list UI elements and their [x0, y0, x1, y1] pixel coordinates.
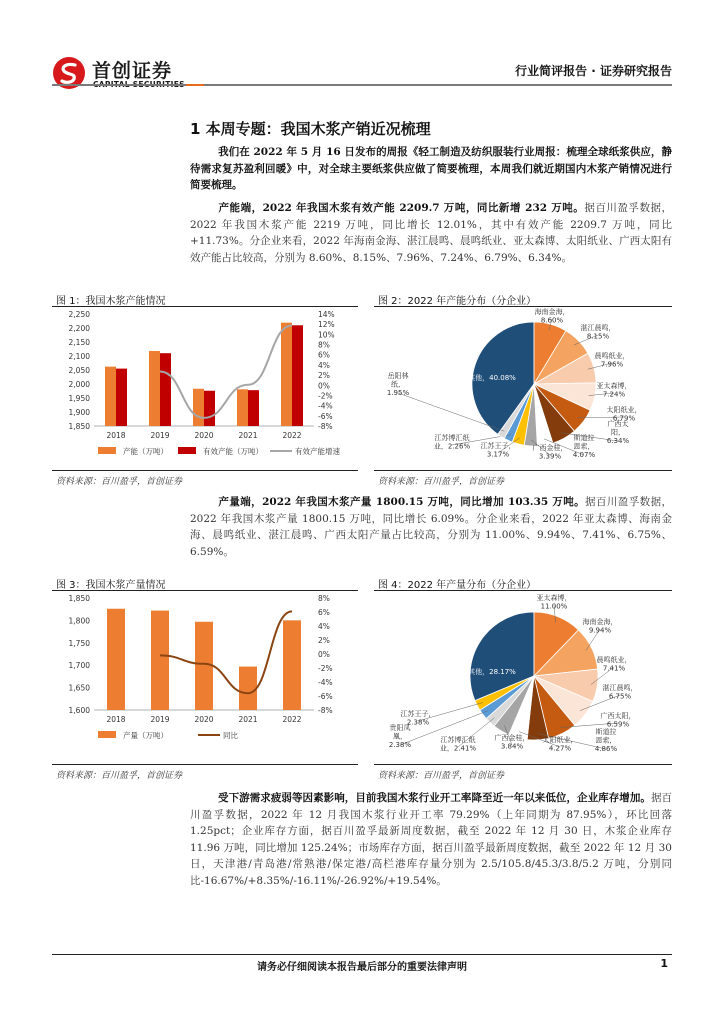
- y-right-tick-label: -4%: [318, 401, 333, 411]
- bar-产能（万吨）: [237, 389, 248, 426]
- y-right-tick-label: 10%: [318, 330, 335, 340]
- output-paragraph: [190, 494, 672, 560]
- pie-label-江苏博汇纸业: 江苏博汇纸业，2.26%: [433, 434, 471, 451]
- fig2-bottom-rule: [374, 470, 672, 471]
- section-title: 1 本周专题：我国木浆产销近况梳理: [190, 120, 431, 138]
- fig1-bottom-rule: [52, 470, 358, 471]
- y-left-tick-label: 1,750: [68, 638, 90, 648]
- pie-label-斯道拉恩索: 斯道拉恩索， 4.07%: [572, 434, 596, 459]
- capacity-body: 据百川盈孚数据，2022 年我国木浆产能 2219 万吨，同比增长 12.01%，其中有效产能 2209.7 万吨，同比+11.73%。分企业来看，2022 年海南金海、湛江晨鸣、晨鸣纸业、亚太森博、太阳纸业、广西太阳有效产能占比较高，分别为 8.60%、8.15%、7.96%、7.24%、6.79%、6.34%。: [190, 202, 673, 264]
- y-right-tick-label: 6%: [318, 350, 330, 360]
- pie-label-广西太阳: 广西太阳， 6.59%: [600, 712, 636, 729]
- fig3-source: 资料来源：百川盈孚，首创证券: [56, 771, 183, 781]
- y-left-tick-label: 1,700: [68, 661, 90, 671]
- y-left-tick-label: 1,950: [68, 394, 90, 403]
- legend-label: 有效产能增速: [295, 447, 340, 456]
- header-divider: [52, 84, 672, 86]
- y-left-tick-label: 2,100: [68, 352, 90, 361]
- legend-label: 产能（万吨）: [123, 447, 168, 456]
- pie-label-太阳纸业: 太阳纸业， 6.79%: [606, 406, 642, 423]
- x-tick-label: 2018: [106, 431, 126, 440]
- pie-label-广西金桂: 广西金桂， 3.84%: [494, 734, 530, 751]
- pie-label-江苏博汇纸业: 江苏博汇纸业，2.41%: [439, 736, 477, 753]
- demand-lead: 受下游需求疲弱等因素影响，目前我国木浆行业开工率降至近一年以来低位，企业库存增加。: [218, 792, 651, 804]
- y-right-tick-label: -6%: [318, 411, 333, 421]
- y-left-tick-label: 1,850: [68, 422, 90, 431]
- pie-label-江苏王子: 江苏王子， 3.17%: [480, 442, 516, 459]
- brand-name: 首创证券: [92, 60, 173, 82]
- y-right-tick-label: 4%: [318, 622, 330, 631]
- bar-有效产能（万吨）: [116, 369, 127, 426]
- legend-label: 有效产能（万吨）: [203, 447, 263, 456]
- y-right-tick-label: 0%: [318, 650, 330, 659]
- x-tick-label: 2021: [238, 715, 258, 724]
- pie-label-太阳纸业: 太阳纸业， 4.27%: [542, 736, 578, 753]
- y-left-tick-label: 2,250: [68, 310, 90, 319]
- x-tick-label: 2020: [194, 431, 214, 440]
- bar-产能（万吨）: [105, 367, 116, 426]
- pie-label-贵阳凤凰: 贵阳凤凰， 2.38%: [388, 724, 412, 749]
- x-tick-label: 2022: [282, 715, 302, 724]
- fig2-title: 图 2：2022 年产能分布（分企业）: [378, 296, 537, 307]
- x-tick-label: 2020: [194, 715, 214, 724]
- y-right-tick-label: 0%: [318, 381, 330, 391]
- pie-label-海南金海: 海南金海， 9.94%: [582, 618, 618, 635]
- y-left-tick-label: 1,850: [68, 594, 90, 603]
- x-tick-label: 2022: [282, 431, 302, 440]
- line-有效产能增速: [160, 326, 292, 418]
- demand-paragraph: [190, 790, 672, 889]
- pie-label-岳阳林纸: 岳阳林纸， 1.95%: [386, 372, 410, 397]
- pie-label-湛江晨鸣: 湛江晨鸣， 6.75%: [602, 684, 638, 701]
- report-type: 行业简评报告 · 证券研究报告: [515, 64, 672, 78]
- output-body: 据百川盈孚数据，2022 年我国木浆产量 1800.15 万吨，同比增长 6.09%。分企业来看，2022 年亚太森博、海南金海、晨鸣纸业、湛江晨鸣、广西太阳产量占比较高，分别为 11.00%、9.94%、7.41%、6.75%、6.59%。: [190, 496, 672, 558]
- y-left-tick-label: 1,900: [68, 408, 90, 417]
- intro-paragraph: [190, 144, 672, 194]
- fig3-bottom-rule: [52, 764, 358, 765]
- fig1-source: 资料来源：百川盈孚，首创证券: [56, 477, 183, 487]
- legend-label: 产量（万吨）: [123, 731, 168, 740]
- fig4-chart: [374, 592, 672, 760]
- bar-有效产能（万吨）: [292, 325, 303, 426]
- fig4-source: 资料来源：百川盈孚，首创证券: [378, 771, 505, 781]
- capacity-lead: 产能端，2022 年我国木浆有效产能 2209.7 万吨，同比新增 232 万吨。: [218, 202, 585, 214]
- bar-产量（万吨）: [239, 667, 257, 710]
- y-right-tick-label: -8%: [318, 706, 333, 715]
- footer-divider: [52, 954, 672, 955]
- bar-产量（万吨）: [151, 611, 169, 710]
- y-left-tick-label: 2,200: [68, 324, 90, 333]
- y-right-tick-label: 2%: [318, 636, 330, 645]
- pie-label-晨鸣纸业: 晨鸣纸业， 7.41%: [596, 656, 632, 673]
- y-right-tick-label: -2%: [318, 391, 333, 401]
- demand-body: 据百川盈孚数据，2022 年 12 月我国木浆行业开工率 79.29%（上年同期为 87.95%），环比回落 1.25pct；企业库存方面，据百川盈孚最新周度数据，截至 2022 年 12 月 30 日，木浆企业库存 11.96 万吨，同比增加 125.24%；市场库存方面，据百川盈孚最新周度数据，截至 2022 年 12 月 30 日，天津港/青岛港/常熟港/保定港/高栏港库存量分别为 2.5/105.8/45.3/3.8/5.2 万吨，分别同比-16.67%/+8.35%/-16.11%/-26.92%/+19.54%。: [190, 792, 673, 887]
- x-tick-label: 2019: [150, 715, 170, 724]
- bar-产量（万吨）: [283, 620, 301, 710]
- pie-label-广西太阳: 广西太阳， 6.34%: [606, 420, 630, 445]
- bar-产能（万吨）: [193, 389, 204, 426]
- pie-label-斯道拉恩索: 斯道拉恩索， 4.86%: [594, 728, 618, 753]
- pie-label-晨鸣纸业: 晨鸣纸业， 7.96%: [594, 352, 630, 369]
- y-right-tick-label: -8%: [318, 422, 333, 431]
- fig2-chart: [374, 308, 672, 468]
- fig3-title: 图 3：我国木浆产量情况: [56, 580, 166, 591]
- pie-label-海南金海: 海南金海， 8.60%: [534, 308, 570, 325]
- bar-产量（万吨）: [107, 609, 125, 710]
- y-right-tick-label: 2%: [318, 371, 330, 381]
- intro-text: 我们在 2022 年 5 月 16 日发布的周报《轻工制造及纺织服装行业周报：梳理全球纸浆供应，静待需求复苏盈利回暖》中，对全球主要纸浆供应做了简要梳理，本周我们就近期国内木浆产销情况进行简要梳理。: [190, 146, 672, 191]
- y-left-tick-label: 1,650: [68, 683, 90, 693]
- y-right-tick-label: 12%: [318, 320, 335, 330]
- bar-产能（万吨）: [149, 351, 160, 426]
- page-number: 1: [660, 957, 668, 970]
- fig4-title: 图 4：2022 年产量分布（分企业）: [378, 580, 537, 591]
- y-right-tick-label: 8%: [318, 340, 330, 350]
- x-tick-label: 2019: [150, 431, 170, 440]
- pie-label-广西金桂: 广西金桂， 3.39%: [532, 444, 568, 461]
- y-right-tick-label: 14%: [318, 310, 335, 319]
- capacity-paragraph: [190, 200, 672, 266]
- x-tick-label: 2021: [238, 431, 258, 440]
- bar-有效产能（万吨）: [160, 353, 171, 426]
- fig1-chart: [52, 308, 358, 468]
- x-tick-label: 2018: [106, 715, 126, 724]
- y-right-tick-label: 8%: [318, 594, 330, 603]
- y-left-tick-label: 2,000: [68, 380, 90, 389]
- pie-label-江苏王子: 江苏王子， 2.38%: [400, 710, 436, 727]
- fig3-chart: [52, 592, 358, 760]
- y-right-tick-label: -6%: [318, 692, 333, 701]
- legend-swatch: [178, 447, 196, 454]
- y-left-tick-label: 2,050: [68, 366, 90, 375]
- bar-产能（万吨）: [281, 323, 292, 426]
- legend-swatch: [98, 731, 116, 738]
- pie-label-亚太森博: 亚太森博， 11.00%: [536, 594, 572, 611]
- fig4-bottom-rule: [374, 764, 672, 765]
- legend-swatch: [98, 447, 116, 454]
- bar-有效产能（万吨）: [204, 391, 215, 426]
- bar-产量（万吨）: [195, 622, 213, 710]
- y-right-tick-label: -2%: [318, 664, 333, 673]
- y-right-tick-label: 4%: [318, 360, 330, 370]
- fig1-title: 图 1：我国木浆产能情况: [56, 296, 166, 307]
- y-left-tick-label: 1,600: [68, 706, 90, 715]
- header-accent: [186, 84, 204, 86]
- line-同比: [160, 611, 292, 693]
- pie-label-其他: 其他，40.08%: [468, 374, 516, 382]
- y-left-tick-label: 1,800: [68, 616, 90, 626]
- output-lead: 产量端，2022 年我国木浆产量 1800.15 万吨，同比增加 103.35 万吨。: [218, 496, 586, 508]
- pie-label-湛江晨鸣: 湛江晨鸣， 8.15%: [580, 324, 616, 341]
- fig2-source: 资料来源：百川盈孚，首创证券: [378, 477, 505, 487]
- legend-label: 同比: [223, 731, 238, 740]
- bar-有效产能（万吨）: [248, 390, 259, 426]
- y-right-tick-label: -4%: [318, 678, 333, 687]
- y-right-tick-label: 6%: [318, 608, 330, 617]
- y-left-tick-label: 2,150: [68, 338, 90, 347]
- footer-disclaimer: 请务必仔细阅读本报告最后部分的重要法律声明: [257, 962, 467, 973]
- pie-label-其他: 其他，28.17%: [468, 668, 516, 676]
- pie-label-亚太森博: 亚太森博， 7.24%: [596, 382, 632, 399]
